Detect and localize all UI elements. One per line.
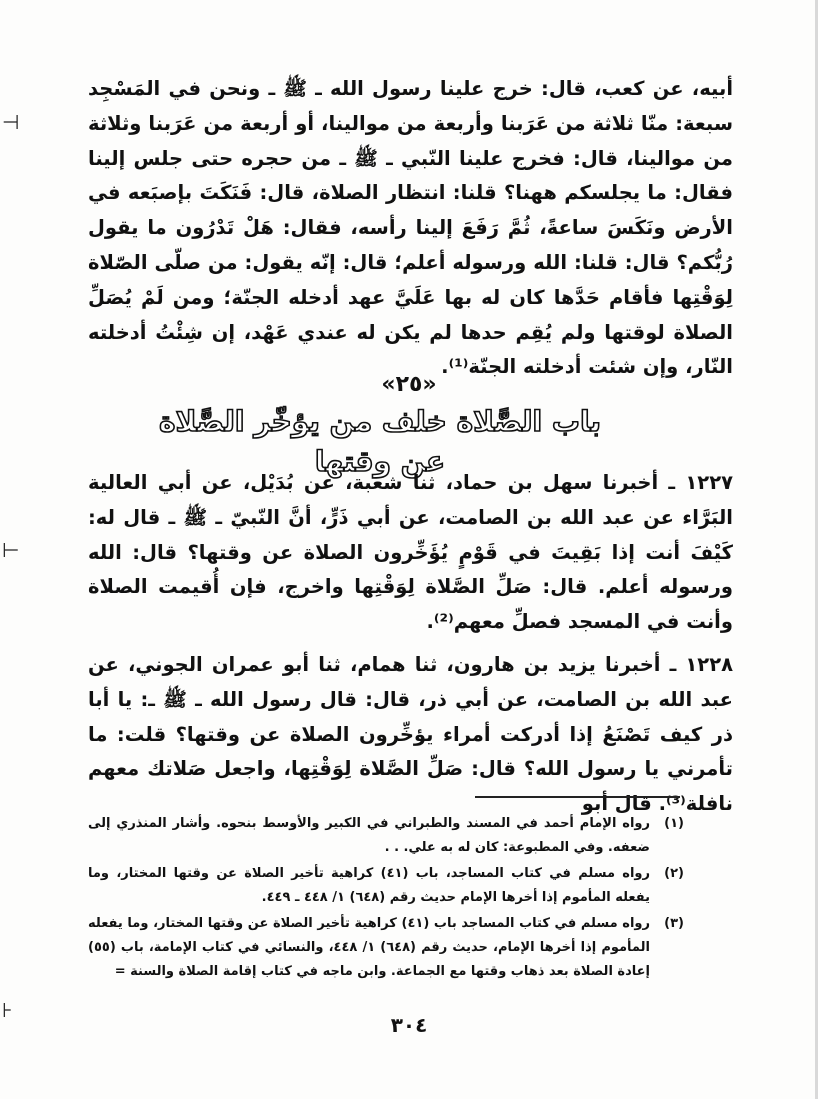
footnote-3 (88, 912, 684, 984)
hadith-text: ١٢٢٧ ـ أخبرنا سهل بن حماد، ثنا شعبة، عن بُدَيْل، عن أبي العالية البَرَّاء عن عبد الله بن الصامت، عن أبي ذَرٍّ، أنَّ النّبيّ ـ ﷺ ـ قال له: كَيْفَ أنت إذا بَقِيتَ في قَوْمٍ يُؤَخِّرون الصلاة عن وقتها؟ قال: الله ورسوله أعلم. قال: صَلِّ الصَّلاة لِوَقْتِها واخرج، فإن أُقيمت الصلاة وأنت في المسجد فصلِّ معهم⁽²⁾. (88, 471, 733, 634)
hadith-text: ١٢٢٨ ـ أخبرنا يزيد بن هارون، ثنا همام، ثنا أبو عمران الجوني، عن عبد الله بن الصامت، عن أبي ذر، قال: قال رسول الله ـ ﷺ ـ: يا أبا ذر كيف تَصْنَعُ إذا أدركت أمراء يؤخِّرون الصلاة عن وقتها؟ قلت: ما تأمرني يا رسول الله؟ قال: صَلِّ الصَّلاة لِوَقْتِها، واجعل صَلاتك معهم نافلة⁽³⁾. قال أبو (88, 653, 733, 816)
footnote-1 (88, 812, 684, 860)
page-number: ٣٠٤ (390, 1013, 428, 1037)
margin-tick-mark: ⊣ (2, 110, 20, 134)
footnote-number: (٣) (664, 916, 684, 931)
chapter-title: باب الصَّلاة خلف من يؤخّر الصَّلاة عن وقتها (158, 405, 602, 478)
hadith-1227 (88, 466, 733, 640)
footnote-number: (٢) (664, 866, 684, 881)
continuation-paragraph (88, 72, 733, 385)
footnote-number: (١) (664, 816, 684, 831)
chapter-number: «٢٥» (381, 372, 437, 397)
footnote-separator (475, 796, 680, 798)
footnote-text: رواه مسلم في كتاب المساجد، باب (٤١) كراهية تأخير الصلاة عن وقتها المختار، وما يفعله المأموم إذا أخرها الإمام حديث رقم (٦٤٨) ١/ ٤٤٨ ـ ٤٤٩. (88, 866, 650, 905)
footnotes (88, 812, 684, 986)
footnote-2 (88, 862, 684, 910)
margin-tick-mark: ⊢ (2, 538, 20, 562)
footnote-text: رواه مسلم في كتاب المساجد باب (٤١) كراهية تأخير الصلاة عن وقتها المختار، وما يفعله المأموم إذا أخرها الإمام، حديث رقم (٦٤٨) ١/ ٤٤٨، والنسائي في كتاب الإمامة، باب (٥٥) إعادة الصلاة بعد ذهاب وقتها مع الجماعة. وابن ماجه في كتاب إقامة الصلاة والسنة = (88, 916, 650, 979)
footnote-text: رواه الإمام أحمد في المسند والطبراني في الكبير والأوسط بنحوه. وأشار المنذري إلى ضعفه. وفي المطبوعة: كان له به علي. . . (88, 816, 650, 855)
continuation-text: أبيه، عن كعب، قال: خرج علينا رسول الله ـ ﷺ ـ ونحن في المَسْجِد سبعة: منّا ثلاثة من عَرَبنا وأربعة من موالينا، أو أربعة من عَرَبنا وثلاثة من موالينا، قال: فخرج علينا النّبي ـ ﷺ ـ من حجره حتى جلس إلينا فقال: ما يجلسكم ههنا؟ قلنا: انتظار الصلاة، قال: فَنَكَتَ بإصبَعه في الأرض ونَكَسَ ساعةً، ثُمَّ رَفَعَ إلينا رأسه، فقال: هَلْ تَدْرُون ما يقول رُبُّكم؟ قال: قلنا: الله ورسوله أعلم؛ قال: إنّه يقول: من صلّى الصّلاة لِوَقْتِها فأقام حَدَّها كان له بها عَلَيَّ عهد أدخله الجنّة؛ ومن لَمْ يُصَلِّ الصلاة لوقتها ولم يُقِم حدها لم يكن له عندي عَهْد، إن شِئْتُ أدخلته النّار، وإن شئت أدخلته الجنّة⁽¹⁾. (88, 77, 733, 379)
margin-tick-mark: ⊦ (2, 998, 13, 1022)
